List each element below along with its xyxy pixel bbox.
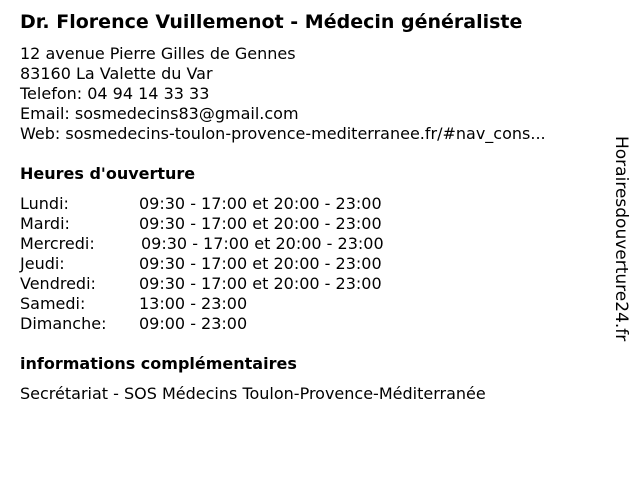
- day-label: Mardi:: [20, 214, 70, 233]
- brand-watermark: [611, 136, 631, 371]
- time-range: 09:00 - 23:00: [139, 314, 248, 333]
- time-range: 09:30 - 17:00 et 20:00 - 23:00: [139, 194, 382, 213]
- street-address: 12 avenue Pierre Gilles de Gennes: [20, 44, 296, 63]
- hours-row-wednesday: [20, 234, 440, 254]
- page-title: Dr. Florence Vuillemenot - Médecin généraliste: [20, 11, 523, 33]
- phone-number: Telefon: 04 94 14 33 33: [20, 84, 210, 103]
- day-label: Mercredi:: [20, 234, 95, 253]
- day-label: Dimanche:: [20, 314, 107, 333]
- hours-row-tuesday: [20, 214, 440, 234]
- time-range: 13:00 - 23:00: [139, 294, 248, 313]
- contact-block: [20, 44, 546, 144]
- email-address: Email: sosmedecins83@gmail.com: [20, 104, 299, 123]
- opening-hours-table: [20, 194, 440, 334]
- hours-row-thursday: [20, 254, 440, 274]
- time-range: 09:30 - 17:00 et 20:00 - 23:00: [141, 234, 384, 253]
- city-postcode: 83160 La Valette du Var: [20, 64, 213, 83]
- time-range: 09:30 - 17:00 et 20:00 - 23:00: [139, 214, 382, 233]
- hours-row-saturday: [20, 294, 440, 314]
- day-label: Vendredi:: [20, 274, 96, 293]
- day-label: Samedi:: [20, 294, 86, 313]
- day-label: Lundi:: [20, 194, 69, 213]
- additional-info-text: Secrétariat - SOS Médecins Toulon-Provence-Méditerranée: [20, 384, 486, 403]
- hours-row-friday: [20, 274, 440, 294]
- day-label: Jeudi:: [20, 254, 65, 273]
- time-range: 09:30 - 17:00 et 20:00 - 23:00: [139, 254, 382, 273]
- time-range: 09:30 - 17:00 et 20:00 - 23:00: [139, 274, 382, 293]
- hours-row-monday: [20, 194, 440, 214]
- brand-label: Horairesdouverture24.fr: [611, 136, 631, 342]
- hours-row-sunday: [20, 314, 440, 334]
- website-url: Web: sosmedecins-toulon-provence-mediterranee.fr/#nav_cons...: [20, 124, 546, 143]
- additional-info-heading: informations complémentaires: [20, 354, 297, 373]
- opening-hours-heading: Heures d'ouverture: [20, 164, 196, 183]
